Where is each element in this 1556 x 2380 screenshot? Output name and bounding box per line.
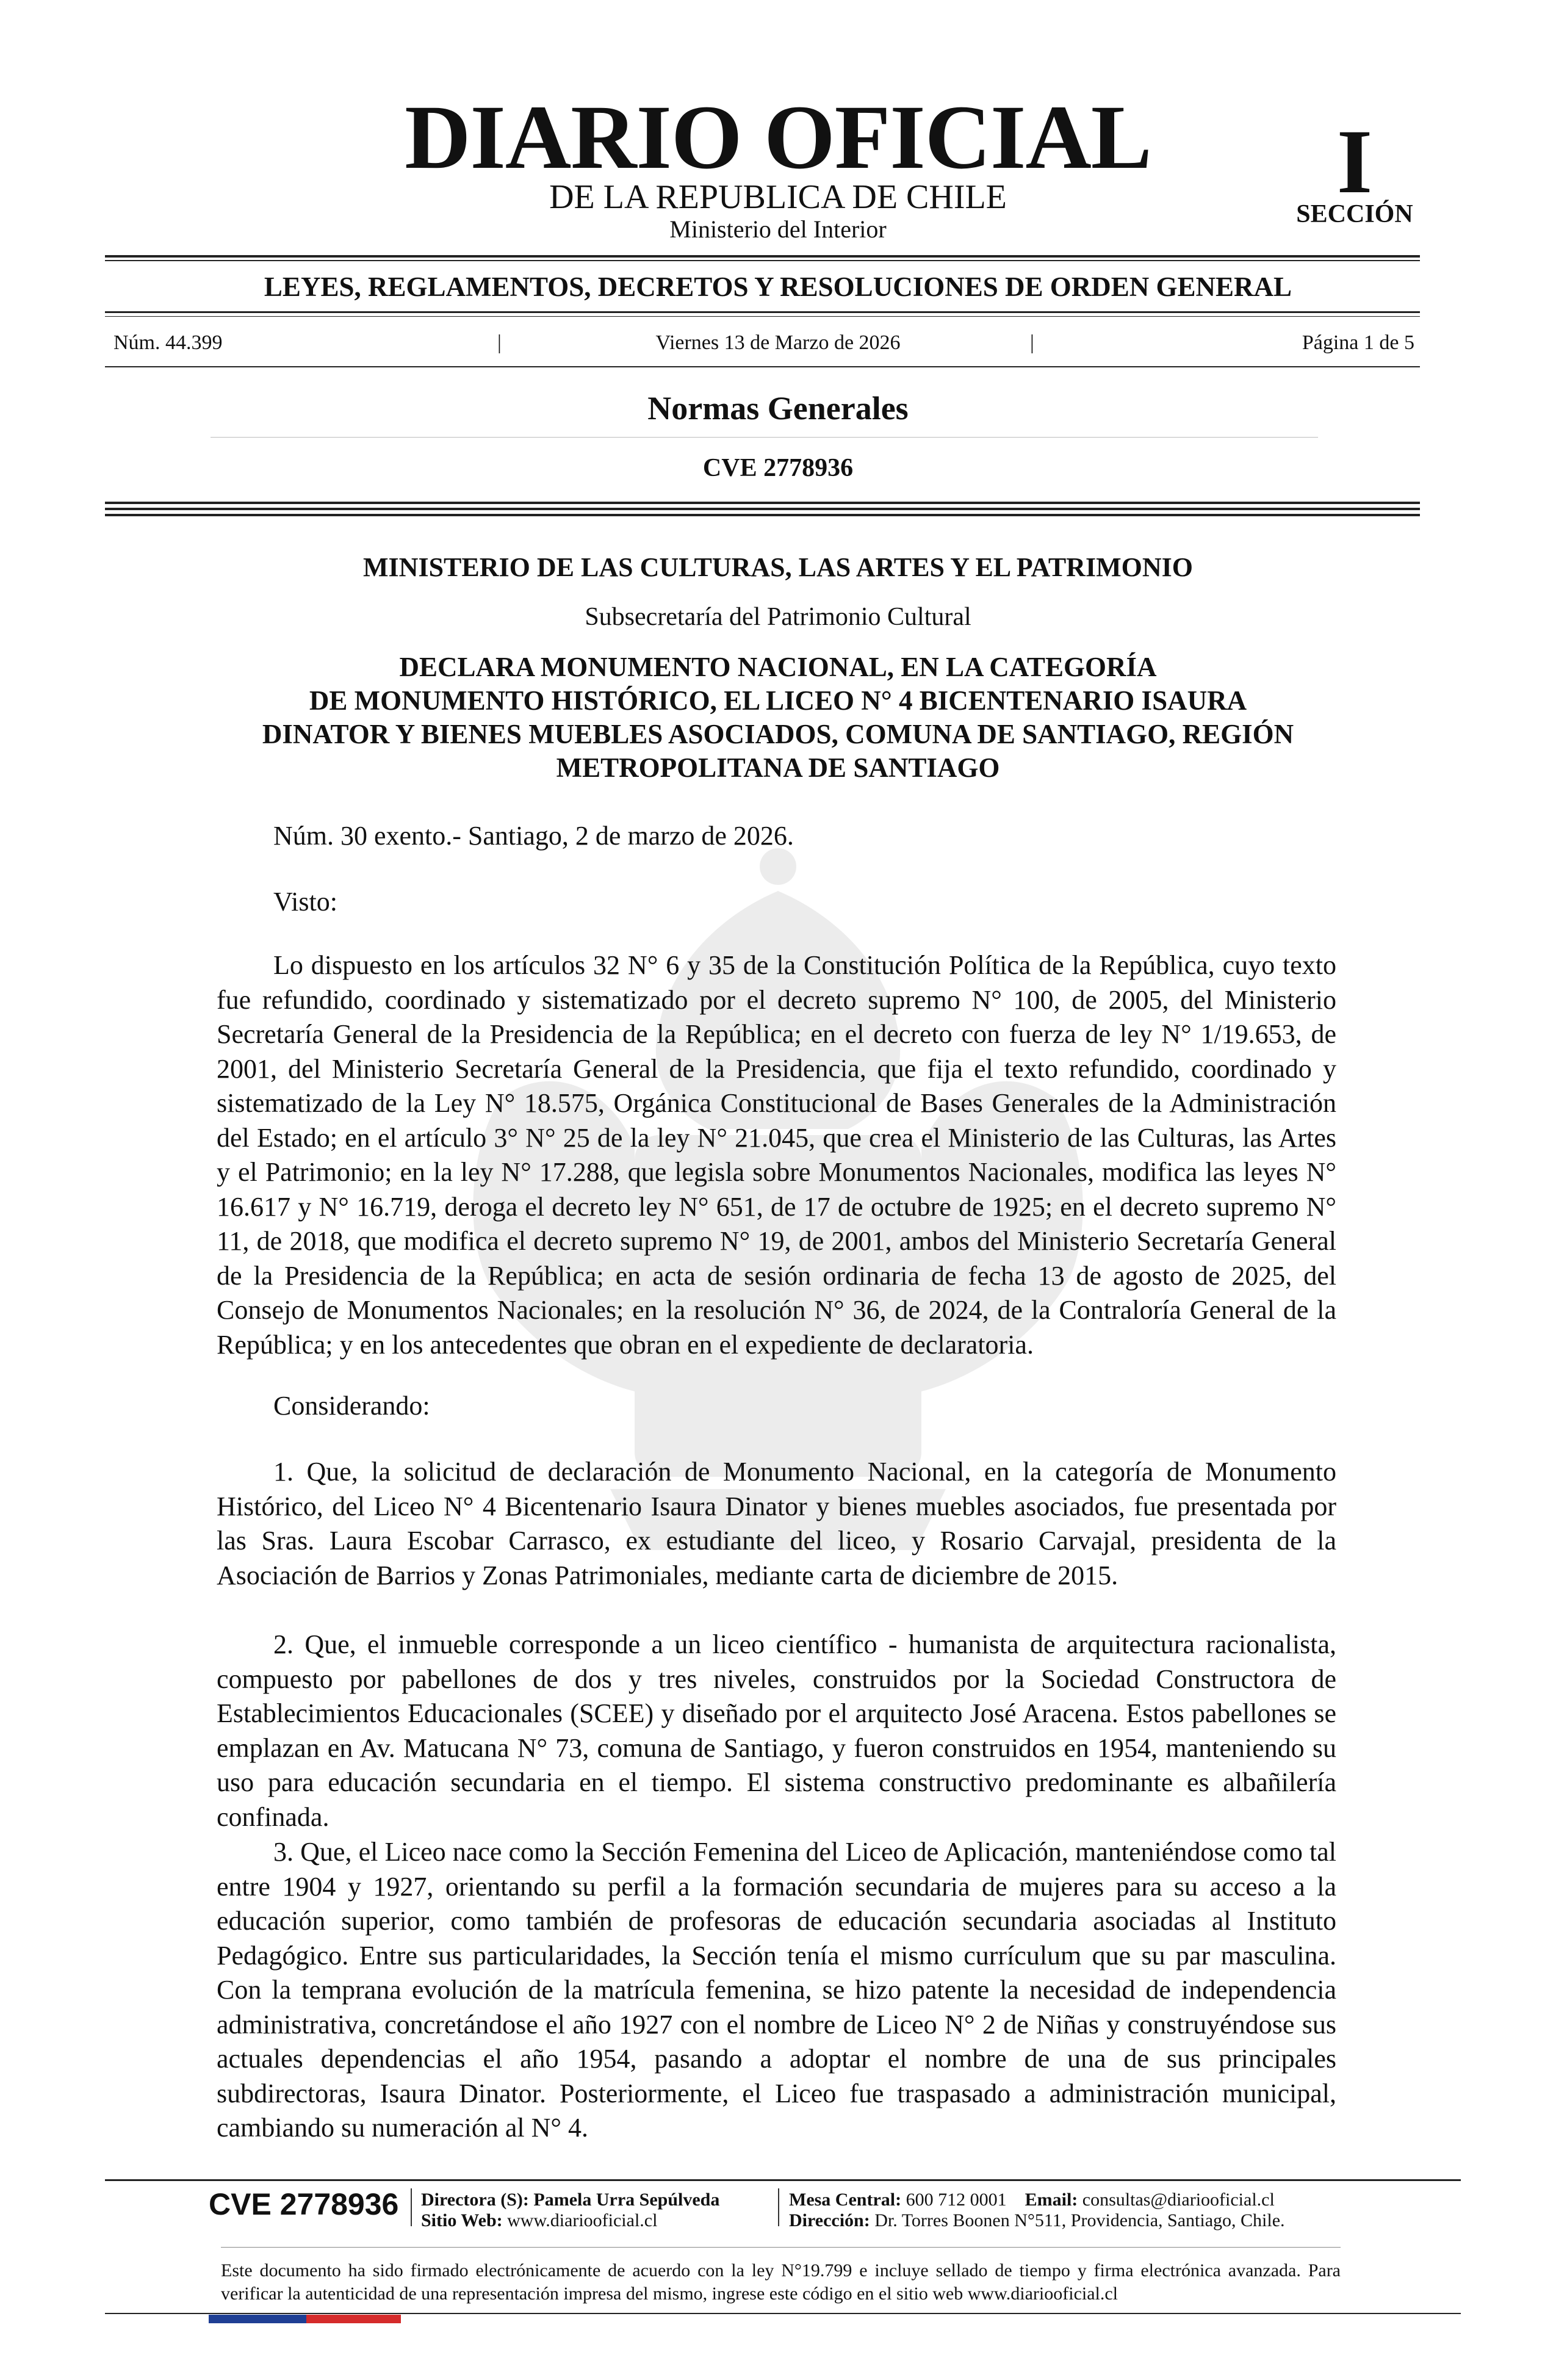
footer-legal-note: Este documento ha sido firmado electrónicamente de acuerdo con la ley N°19.799 e incluye sellado de tiempo y firma electrónica avanzada. Para verificar la autenticidad de una representación impresa del mismo, ingrese este código en el sitio web www.diariooficial.cl (221, 2260, 1341, 2304)
email-link[interactable]: consultas@diariooficial.cl (1082, 2190, 1275, 2210)
considerando-text-3: 3. Que, el Liceo nace como la Sección Femenina del Liceo de Aplicación, manteniéndose como tal entre 1904 y 1927, orientando su perfil a la formación secundaria de mujeres para su acceso a la educación superior, como también de profesoras de educación secundaria asociadas al Instituto Pedagógico. Entre sus particularidades, la Sección tenía el mismo currículum que su par masculina. Con la temprana evolución de la matrícula femenina, se hizo patente la necesidad de independencia administrativa, concretándose el año 1927 con el nombre de Liceo N° 2 de Niñas y construyéndose sus actuales dependencias el año 1954, pasando a adoptar el nombre de una de sus principales subdirectoras, Isaura Dinator. Posteriormente, el Liceo fue traspasado a administración municipal, cambiando su numeración al N° 4. (217, 1837, 1336, 2143)
cve-rule-1 (105, 502, 1420, 504)
cve-heading: CVE 2778936 (702, 454, 854, 482)
footer-rule-top (105, 2179, 1461, 2181)
section-numeral: I (1336, 111, 1373, 212)
issue-page: Página 1 de 5 (1302, 331, 1414, 354)
masthead-title: DIARIO OFICIAL (405, 87, 1151, 188)
category-heading: LEYES, REGLAMENTOS, DECRETOS Y RESOLUCIONES DE ORDEN GENERAL (264, 272, 1292, 302)
issue-separator: | (497, 331, 502, 354)
header-rule-top (105, 255, 1420, 258)
issue-separator: | (1030, 331, 1034, 354)
ministry-title: MINISTERIO DE LAS CULTURAS, LAS ARTES Y EL PATRIMONIO (363, 552, 1193, 582)
footer-divider (778, 2188, 779, 2226)
considerando-paragraph (217, 1835, 1336, 2146)
footer-website (421, 2212, 657, 2230)
issue-number: Núm. 44.399 (113, 331, 223, 354)
footer-divider (411, 2188, 412, 2226)
masthead-subtitle: DE LA REPUBLICA DE CHILE (549, 178, 1007, 216)
decree-title-line: DE MONUMENTO HISTÓRICO, EL LICEO N° 4 BICENTENARIO ISAURA (309, 685, 1247, 716)
header-rule-mid-thin (105, 316, 1420, 317)
visto-label: Visto: (273, 887, 337, 917)
decree-title-line: DINATOR Y BIENES MUEBLES ASOCIADOS, COMUNA DE SANTIAGO, REGIÓN (262, 719, 1294, 749)
footer-director (421, 2191, 719, 2209)
flag-bar-blue (209, 2315, 306, 2323)
footer-phone (789, 2191, 1275, 2209)
cve-rule-2 (105, 508, 1420, 510)
phone-number: 600 712 0001 (906, 2190, 1007, 2210)
cve-rule-3 (105, 514, 1420, 516)
issue-date: Viernes 13 de Marzo de 2026 (655, 331, 901, 354)
header-rule-mid (105, 311, 1420, 313)
considerando-text-1: 1. Que, la solicitud de declaración de Monumento Nacional, en la categoría de Monumento Histórico, del Liceo N° 4 Bicentenario Isaura Dinator y bienes muebles asociados, fue presentada por las Sras. Laura Escobar Carrasco, ex estudiante del liceo, y Rosario Carvajal, presidenta de la Asociación de Barrios y Zonas Patrimoniales, mediante carta de diciembre de 2015. (217, 1457, 1336, 1590)
footer-address (789, 2212, 1285, 2230)
footer-rule-mid (221, 2247, 1341, 2248)
flag-bar-red (306, 2315, 401, 2323)
visto-text: Lo dispuesto en los artículos 32 N° 6 y 35 de la Constitución Política de la República, cuyo texto fue refundido, coordinado y sistematizado por el decreto supremo N° 100, de 2005, del Ministerio Secretaría General de la Presidencia de la República; en el decreto con fuerza de ley N° 1/19.653, de 2001, del Ministerio Secretaría General de la Presidencia, que fija el texto refundido, coordinado y sistematizado de la Ley N° 18.575, Orgánica Constitucional de Bases Generales de la Administración del Estado; en el artículo 3° N° 25 de la ley N° 21.045, que crea el Ministerio de las Culturas, las Artes y el Patrimonio; en la ley N° 17.288, que legisla sobre Monumentos Nacionales, modifica las leyes N° 16.617 y N° 16.719, deroga el decreto ley N° 651, de 17 de octubre de 1925; en el decreto supremo N° 11, de 2018, que modifica el decreto supremo N° 19, de 2001, ambos del Ministerio Secretaría General de la Presidencia de la República; en acta de sesión ordinaria de fecha 13 de agosto de 2025, del Consejo de Monumentos Nacionales; en la resolución N° 36, de 2024, de la Contraloría General de la República; y en los antecedentes que obran en el expediente de declaratoria. (217, 950, 1336, 1360)
website-label: Sitio Web: (421, 2210, 503, 2230)
footer-rule-bottom (105, 2313, 1461, 2314)
website-link[interactable]: www.diariooficial.cl (507, 2210, 658, 2230)
visto-paragraph (217, 948, 1336, 1362)
decree-title (207, 651, 1349, 785)
decree-title-line: METROPOLITANA DE SANTIAGO (556, 752, 1000, 783)
section-label: SECCIÓN (1296, 200, 1413, 228)
decree-title-line: DECLARA MONUMENTO NACIONAL, EN LA CATEGORÍA (399, 652, 1157, 682)
subsecretariat: Subsecretaría del Patrimonio Cultural (585, 603, 971, 631)
norms-rule (211, 437, 1318, 438)
ministry-line: Ministerio del Interior (669, 215, 887, 243)
considerando-paragraph (217, 1628, 1336, 1834)
director-name: Pamela Urra Sepúlveda (533, 2190, 720, 2210)
issue-rule (105, 366, 1420, 367)
considerando-paragraph (217, 1455, 1336, 1593)
footer-cve: CVE 2778936 (209, 2187, 399, 2221)
director-label: Directora (S): (421, 2190, 529, 2210)
email-label: Email: (1025, 2190, 1078, 2210)
phone-label: Mesa Central: (789, 2190, 902, 2210)
decree-number: Núm. 30 exento.- Santiago, 2 de marzo de 2026. (273, 821, 794, 851)
address-text: Dr. Torres Boonen N°511, Providencia, Santiago, Chile. (874, 2210, 1285, 2230)
address-label: Dirección: (789, 2210, 870, 2230)
considerando-label: Considerando: (273, 1391, 430, 1421)
header-rule-top-thin (105, 260, 1420, 261)
considerando-text-2: 2. Que, el inmueble corresponde a un liceo científico - humanista de arquitectura racionalista, compuesto por pabellones de dos y tres niveles, construidos por la Sociedad Constructora de Establecimientos Educacionales (SCEE) y diseñado por el arquitecto José Aracena. Estos pabellones se emplazan en Av. Matucana N° 73, comuna de Santiago, y fueron construidos en 1954, manteniendo su uso para educación secundaria en el tiempo. El sistema constructivo predominante es albañilería confinada. (217, 1629, 1336, 1832)
norms-heading: Normas Generales (647, 390, 909, 427)
